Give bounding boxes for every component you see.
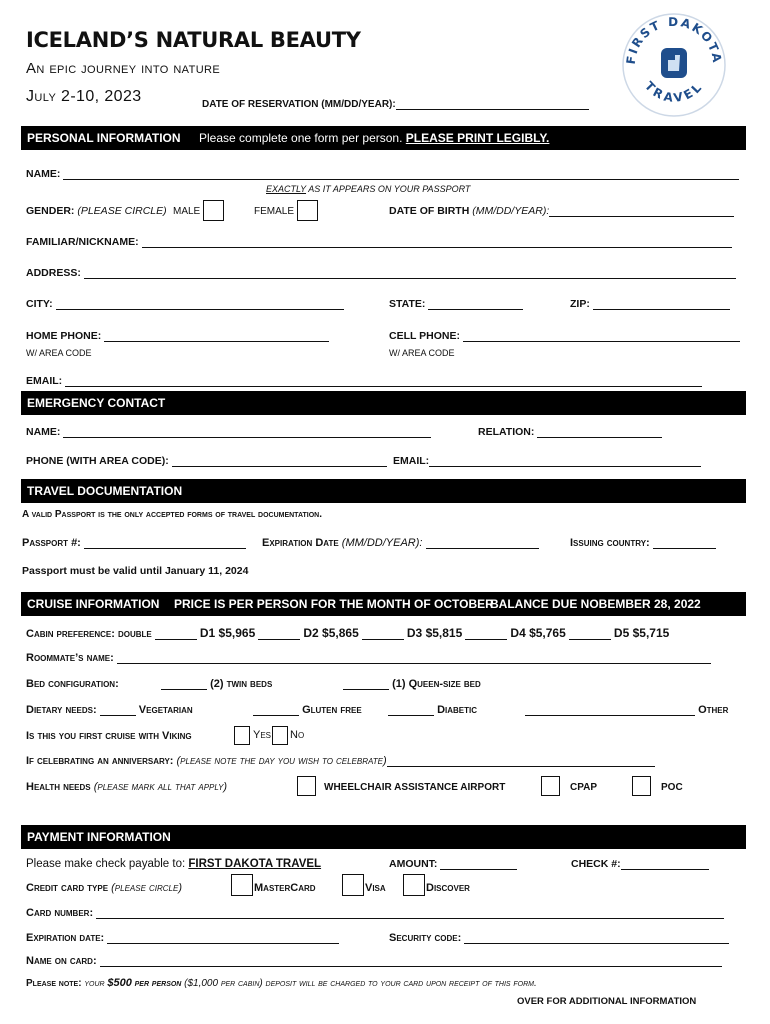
issuing-country-label: Issuing country: (570, 537, 650, 549)
cabin-preference[interactable] (26, 626, 669, 640)
card-number-field[interactable] (26, 907, 724, 919)
cell-area-code-note: W/ AREA CODE (389, 348, 455, 358)
roommate-field[interactable] (26, 652, 711, 664)
cruise-section-label: CRUISE INFORMATION (27, 597, 160, 611)
print-instruction (199, 126, 549, 150)
passport-note: A valid Passport is the only accepted forms of travel documentation. (22, 509, 322, 520)
deposit-note (26, 977, 537, 989)
card-type-label (26, 882, 182, 894)
cabin-d1: D1 $5,965 (199, 626, 256, 640)
first-cruise-no-checkbox[interactable] (272, 726, 288, 745)
passport-number-field[interactable] (22, 537, 246, 549)
check-number-field[interactable] (571, 858, 709, 870)
amount-label: AMOUNT: (389, 858, 438, 870)
gender-label (26, 205, 167, 217)
note-amount: $500 (107, 977, 132, 989)
security-code-field[interactable] (389, 932, 729, 944)
home-phone-label: HOME PHONE: (26, 330, 102, 342)
yes-label: Yes (253, 729, 272, 741)
mastercard-checkbox[interactable] (231, 874, 253, 896)
name-hint-text: AS IT APPEARS ON YOUR PASSPORT (306, 184, 471, 194)
instruction-text: Please complete one form per person. (199, 131, 403, 145)
gluten-free-label: Gluten free (302, 704, 362, 716)
home-area-code-note: W/ AREA CODE (26, 348, 92, 358)
card-expiration-label: Expiration date: (26, 932, 105, 944)
wheelchair-label: WHEELCHAIR ASSISTANCE AIRPORT (324, 782, 506, 793)
state-label: STATE: (389, 298, 426, 310)
email-field[interactable] (26, 375, 702, 387)
card-number-label: Card number: (26, 907, 94, 919)
section-label: PERSONAL INFORMATION (27, 131, 181, 145)
card-type-label-text: Credit card type (26, 882, 109, 894)
instruction-emphasis: PLEASE PRINT LEGIBLY. (405, 131, 550, 145)
other-diet-option[interactable] (525, 704, 728, 716)
male-label: MALE (173, 206, 201, 217)
cabin-d4: D4 $5,765 (510, 626, 566, 640)
health-label-text: Health needs (26, 781, 91, 793)
name-hint (266, 184, 470, 194)
first-dakota-travel-logo (621, 12, 727, 118)
note-text-3: ($1,000 per cabin) deposit will be charged to your card upon receipt of this form. (184, 978, 537, 989)
passport-number-label: Passport #: (22, 537, 81, 549)
svg-text:TRAVEL (642, 79, 706, 105)
discover-checkbox[interactable] (403, 874, 425, 896)
zip-label: ZIP: (570, 298, 590, 310)
payable-label: Please make check payable to: (26, 858, 186, 870)
mastercard-label: MasterCard (254, 882, 316, 894)
emergency-contact-header: EMERGENCY CONTACT (21, 391, 746, 415)
dietary-label: Dietary needs: (26, 704, 97, 716)
zip-field[interactable] (570, 298, 730, 310)
gender-hint: (PLEASE CIRCLE) (77, 205, 167, 217)
reservation-date-field[interactable] (202, 98, 589, 110)
wheelchair-checkbox[interactable] (297, 776, 316, 796)
first-cruise-label: Is this you first cruise with Viking (26, 730, 192, 742)
payment-info-header: PAYMENT INFORMATION (21, 825, 746, 849)
name-on-card-field[interactable] (26, 955, 722, 967)
reservation-date-label: DATE OF RESERVATION (MM/DD/YEAR): (202, 99, 396, 110)
cell-phone-field[interactable] (389, 330, 740, 342)
relation-field[interactable] (478, 426, 662, 438)
passport-validity-note: Passport must be valid until January 11, 2024 (22, 565, 249, 577)
emergency-name-field[interactable] (26, 426, 431, 438)
travel-documentation-header: TRAVEL DOCUMENTATION (21, 479, 746, 503)
card-type-hint: (please circle) (111, 882, 182, 894)
logo-bottom-text: TRAVEL (641, 78, 707, 106)
bed-queen-option[interactable] (343, 678, 481, 690)
bed-config-label: Bed configuration: (26, 678, 119, 690)
discover-label: Discover (426, 882, 470, 894)
poc-checkbox[interactable] (632, 776, 651, 796)
note-text-1: your (84, 978, 105, 989)
bed-queen-label: (1) Queen-size bed (392, 678, 481, 690)
relation-label: RELATION: (478, 426, 535, 438)
dob-field[interactable] (389, 205, 734, 217)
dietary-needs (26, 704, 193, 716)
email-label: EMAIL: (26, 375, 63, 387)
emergency-email-label: EMAIL: (393, 455, 430, 467)
poc-label: POC (661, 782, 683, 793)
address-label: ADDRESS: (26, 267, 81, 279)
anniversary-label: If celebrating an anniversary: (26, 755, 174, 767)
female-checkbox[interactable] (297, 200, 318, 221)
diabetic-label: Diabetic (437, 704, 478, 716)
note-text-2: per person (134, 978, 182, 989)
check-label: CHECK #: (571, 858, 621, 870)
cabin-d2: D2 $5,865 (303, 626, 359, 640)
nickname-label: FAMILIAR/NICKNAME: (26, 236, 139, 248)
first-cruise-yes-checkbox[interactable] (234, 726, 250, 745)
male-checkbox[interactable] (203, 200, 224, 221)
cruise-info-header (21, 592, 746, 616)
visa-checkbox[interactable] (342, 874, 364, 896)
gluten-free-option[interactable] (253, 704, 362, 716)
emergency-email-field[interactable] (393, 455, 701, 467)
roommate-label: Roommate’s name: (26, 652, 114, 664)
gender-label-text: GENDER: (26, 205, 75, 217)
anniversary-hint: (please note the day you wish to celebrate) (176, 755, 387, 767)
passport-expiration-field[interactable] (262, 537, 539, 549)
over-note: OVER FOR ADDITIONAL INFORMATION (517, 996, 697, 1007)
health-needs-label (26, 781, 227, 793)
city-field[interactable] (26, 298, 344, 310)
other-diet-label: Other (698, 704, 729, 716)
name-hint-emphasis: EXACTLY (266, 184, 307, 194)
cabin-d3: D3 $5,815 (406, 626, 463, 640)
security-code-label: Security code: (389, 932, 462, 944)
emergency-name-label: NAME: (26, 426, 61, 438)
visa-label: Visa (365, 882, 386, 894)
north-dakota-state-icon (661, 48, 687, 78)
issuing-country-field[interactable] (570, 537, 716, 549)
logo-top-text: FIRST DAKOTA (623, 14, 725, 66)
price-note: PRICE IS PER PERSON FOR THE MONTH OF OCTOBER (174, 597, 494, 611)
cell-phone-label: CELL PHONE: (389, 330, 460, 342)
note-label: Please note: (26, 978, 82, 989)
name-label: NAME: (26, 168, 61, 180)
card-expiration-field[interactable] (26, 932, 339, 944)
dob-hint: (MM/DD/YEAR): (472, 205, 550, 217)
cpap-checkbox[interactable] (541, 776, 560, 796)
amount-field[interactable] (389, 858, 517, 870)
vegetarian-label: Vegetarian (138, 704, 193, 716)
nickname-field[interactable] (26, 236, 732, 248)
state-field[interactable] (389, 298, 523, 310)
address-field[interactable] (26, 267, 736, 279)
cabin-label: Cabin preference: double (26, 628, 152, 640)
emergency-phone-label: PHONE (WITH AREA CODE): (26, 455, 169, 467)
page-title: ICELAND’S NATURAL BEAUTY (26, 28, 361, 52)
name-on-card-label: Name on card: (26, 955, 97, 967)
personal-info-header (21, 126, 746, 150)
dob-label: DATE OF BIRTH (389, 205, 470, 217)
name-field[interactable] (26, 168, 739, 180)
bed-twin-label: (2) twin beds (210, 678, 273, 690)
passport-expiration-hint: (MM/DD/YEAR): (341, 537, 423, 549)
trip-dates: July 2-10, 2023 (26, 88, 142, 105)
balance-note: BALANCE DUE NOBEMBER 28, 2022 (490, 597, 701, 611)
page-subtitle: An epic journey into nature (26, 60, 221, 77)
female-label: FEMALE (254, 206, 295, 217)
health-hint: (please mark all that apply) (93, 781, 228, 793)
city-label: CITY: (26, 298, 53, 310)
emergency-phone-field[interactable] (26, 455, 387, 467)
home-phone-field[interactable] (26, 330, 329, 342)
payable-name: FIRST DAKOTA TRAVEL (188, 858, 322, 870)
cabin-d5: D5 $5,715 (613, 626, 670, 640)
anniversary-field[interactable] (26, 755, 655, 767)
cpap-label: CPAP (570, 782, 598, 793)
diabetic-option[interactable] (388, 704, 477, 716)
no-label: No (290, 729, 305, 741)
passport-expiration-label: Expiration Date (262, 537, 339, 549)
bed-twin-option[interactable] (161, 678, 272, 690)
payable-to (26, 858, 321, 870)
